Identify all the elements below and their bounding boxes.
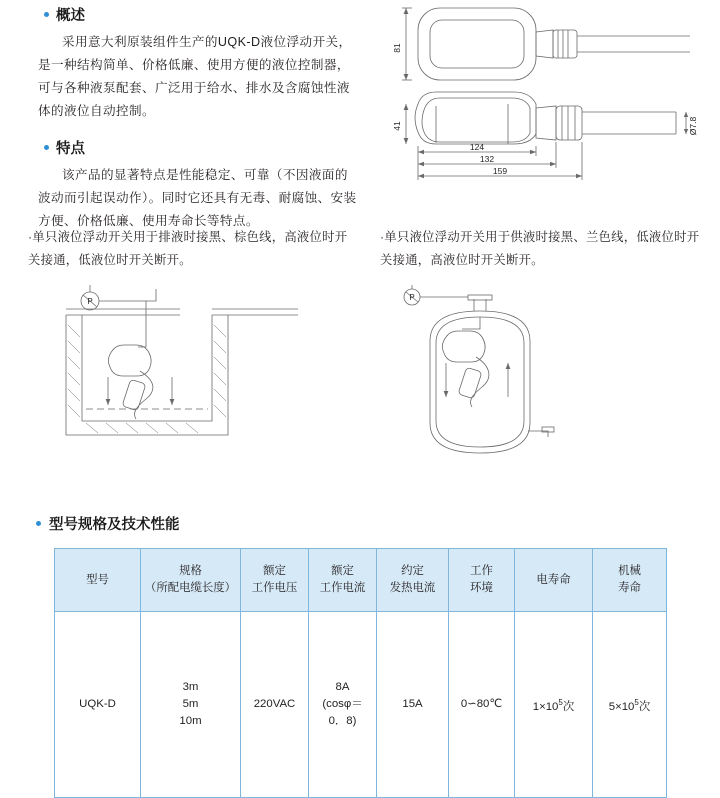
cell-model: UQK-D xyxy=(55,612,141,798)
bullet-icon xyxy=(44,145,49,150)
cell-spec: 3m 5m 10m xyxy=(141,612,241,798)
dim-124-label: 124 xyxy=(469,142,485,152)
pump-symbol-label: P xyxy=(87,297,93,306)
cell-current: 8A (cosφ＝ 0．8) xyxy=(309,612,377,798)
caption-drain-application: ·单只液位浮动开关用于排液时接黑、棕色线，高液位时开关接通，低液位时开关断开。 xyxy=(28,230,348,267)
bullet-icon xyxy=(44,12,49,17)
section-heading-spec xyxy=(36,513,180,534)
cell-environment: 0∽80℃ xyxy=(449,612,515,798)
product-dimension-drawing xyxy=(390,0,710,196)
col-header-model: 型号 xyxy=(55,549,141,612)
dim-height-label: 81 xyxy=(392,43,402,53)
features-title: 特点 xyxy=(56,141,85,157)
text-column xyxy=(30,4,360,247)
pump-symbol-label: P xyxy=(409,293,415,302)
dim-159-label: 159 xyxy=(492,166,508,176)
table-header-row xyxy=(55,549,667,612)
cell-heat-current: 15A xyxy=(377,612,449,798)
dim-thickness-label: 41 xyxy=(392,121,402,131)
section-heading-features xyxy=(44,137,360,158)
dim-cable-diameter-label: Ø7.8 xyxy=(688,116,698,136)
caption-fill-application: ·单只液位浮动开关用于供液时接黑、兰色线，低液位时开关接通，高液位时开关断开。 xyxy=(380,230,700,267)
cell-mechanical-life: $5\times 10^5$次 xyxy=(593,612,667,798)
features-paragraph: 该产品的显著特点是性能稳定、可靠（不因液面的波动而引起误动作）。同时它还具有无毒、耐腐蚀、安装方便、价格低廉、使用寿命长等特点。 xyxy=(38,168,357,228)
col-header-electrical-life: 电寿命 xyxy=(515,549,593,612)
specification-table xyxy=(54,548,667,798)
col-header-heat-current: 约定 发热电流 xyxy=(377,549,449,612)
col-header-voltage: 额定 工作电压 xyxy=(241,549,309,612)
spec-title: 型号规格及技术性能 xyxy=(49,517,180,533)
fill-diagram-svg xyxy=(390,285,650,475)
bullet-icon xyxy=(36,521,41,526)
col-header-mechanical-life: 机械 寿命 xyxy=(593,549,667,612)
cell-electrical-life: $1\times 10^5$次 xyxy=(515,612,593,798)
dimension-drawing-svg xyxy=(390,0,710,196)
table-row xyxy=(55,612,667,798)
section-heading-overview xyxy=(44,4,360,25)
overview-title: 概述 xyxy=(56,8,85,24)
application-diagram-drain xyxy=(60,285,320,480)
drain-diagram-svg xyxy=(60,285,320,475)
overview-paragraph: 采用意大利原装组件生产的UQK-D液位浮动开关，是一种结构简单、价格低廉、使用方便的液位控制器，可与各种液泵配套、广泛用于给水、排水及含腐蚀性液体的液位自动控制。 xyxy=(38,35,352,118)
dim-132-label: 132 xyxy=(479,154,495,164)
application-diagram-fill xyxy=(390,285,650,480)
cell-voltage: 220VAC xyxy=(241,612,309,798)
col-header-spec: 规格 （所配电缆长度） xyxy=(141,549,241,612)
col-header-current: 额定 工作电流 xyxy=(309,549,377,612)
col-header-environment: 工作 环境 xyxy=(449,549,515,612)
